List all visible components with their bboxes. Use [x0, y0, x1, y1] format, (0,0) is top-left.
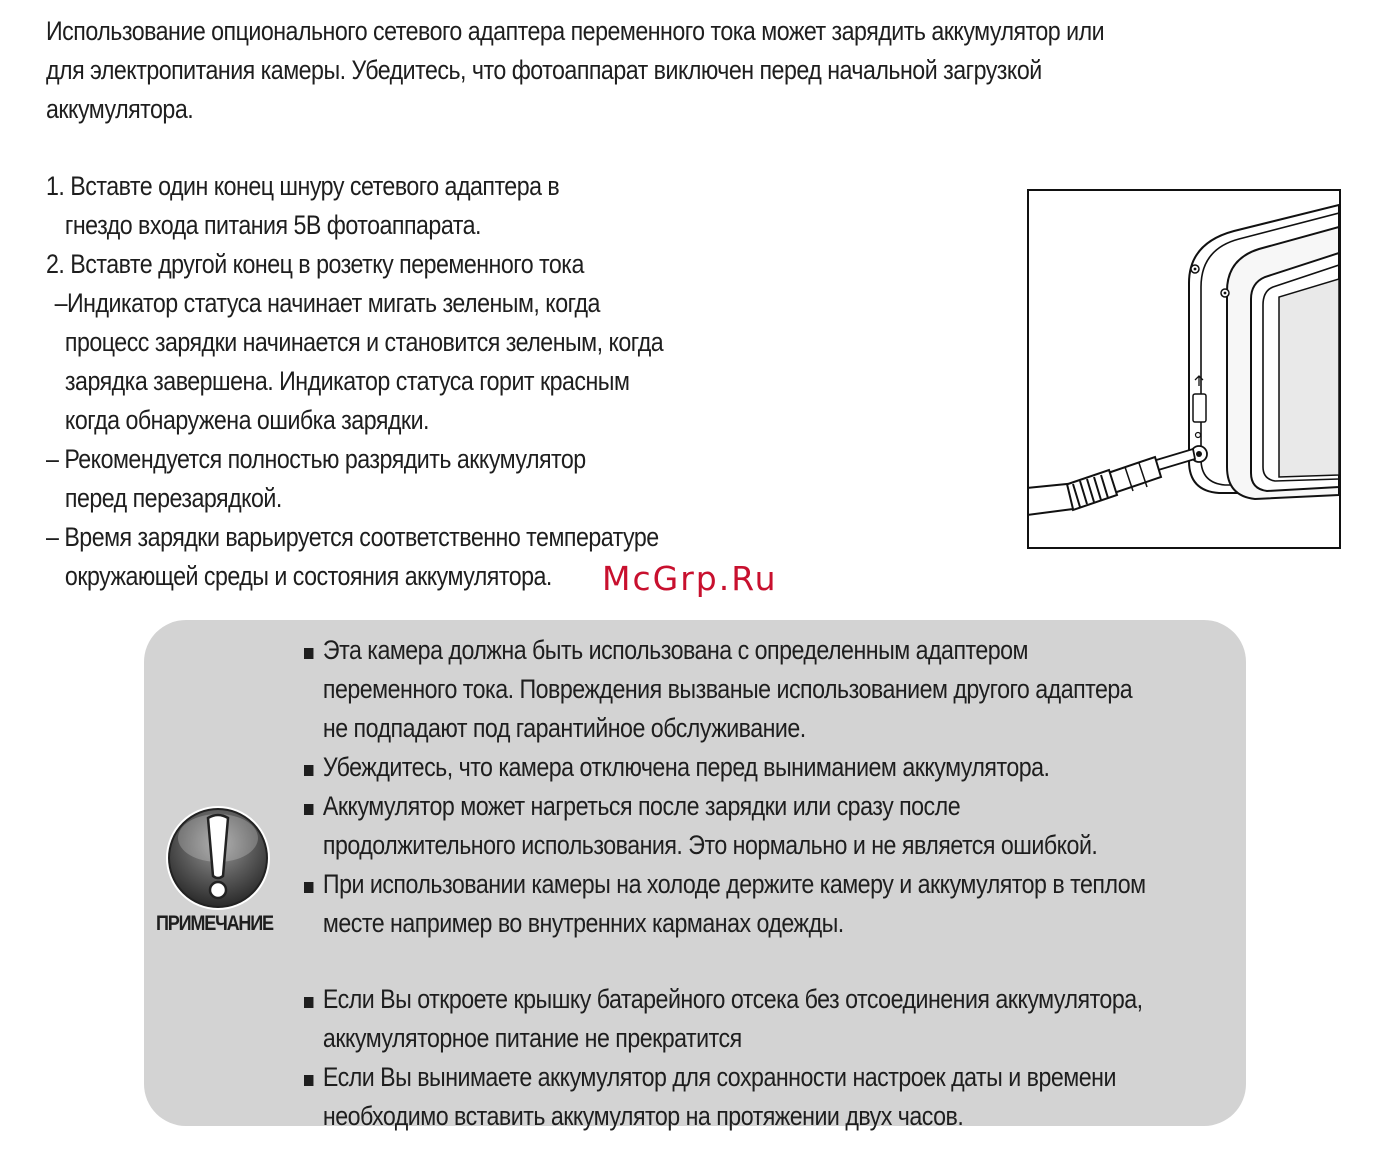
- note-item: [304, 865, 1146, 943]
- note-line: Эта камера должна быть использована с определенным адаптером: [322, 635, 1029, 665]
- bullet-icon: [304, 748, 313, 787]
- status-indicator-line: когда обнаружена ошибка зарядки.: [64, 405, 429, 435]
- note-label: ПРИМЕЧАНИЕ: [156, 912, 273, 935]
- bullet-icon: [304, 980, 313, 1019]
- status-indicator-line: –Индикатор статуса начинает мигать зеленым, когда: [54, 288, 600, 318]
- camera-with-plug-drawing: [1029, 191, 1339, 547]
- note-line: необходимо вставить аккумулятор на протяжении двух часов.: [322, 1101, 964, 1131]
- note-line: Если Вы вынимаете аккумулятор для сохранности настроек даты и времени: [322, 1062, 1116, 1092]
- charging-steps: [46, 167, 663, 596]
- note-list: [304, 631, 1146, 1136]
- note-spacer: [304, 943, 1146, 980]
- intro-line: Использование опционального сетевого адаптера переменного тока может зарядить аккумулятор или: [46, 16, 1105, 46]
- note-line: Убеждитесь, что камера отключена перед выниманием аккумулятора.: [322, 752, 1050, 782]
- bullet-icon: [304, 631, 313, 670]
- exclamation-icon: [164, 804, 272, 912]
- note-item: [304, 1058, 1146, 1136]
- note-line: Аккумулятор может нагреться после зарядки или сразу после: [322, 791, 961, 821]
- bullet-icon: [304, 787, 313, 826]
- status-indicator-line: зарядка завершена. Индикатор статуса горит красным: [64, 366, 630, 396]
- step-1-line: 1. Вставте один конец шнуру сетевого адаптера в: [46, 171, 560, 201]
- note-item: [304, 787, 1146, 865]
- bullet-icon: [304, 1058, 313, 1097]
- discharge-tip-line: перед перезарядкой.: [64, 483, 282, 513]
- note-line: При использовании камеры на холоде держите камеру и аккумулятор в теплом: [322, 869, 1146, 899]
- note-line: Если Вы откроете крышку батарейного отсека без отсоединения аккумулятора,: [322, 984, 1143, 1014]
- intro-line: для электропитания камеры. Убедитесь, что фотоаппарат виключен перед начальной загрузкой: [46, 55, 1042, 85]
- note-item: [304, 631, 1146, 748]
- intro-line: аккумулятора.: [46, 94, 194, 124]
- charge-time-line: окружающей среды и состояния аккумулятора.: [64, 561, 552, 591]
- step-1-line: гнездо входа питания 5В фотоаппарата.: [64, 210, 481, 240]
- note-line: аккумуляторное питание не прекратится: [322, 1023, 742, 1053]
- watermark-text: McGrp.Ru: [602, 559, 778, 598]
- camera-adapter-illustration: [1027, 189, 1341, 549]
- note-item: [304, 748, 1146, 787]
- note-line: месте например во внутренних карманах одежды.: [322, 908, 844, 938]
- note-line: переменного тока. Повреждения вызваные использованием другого адаптера: [322, 674, 1133, 704]
- discharge-tip-line: – Рекомендуется полностью разрядить аккумулятор: [46, 444, 586, 474]
- note-line: продолжительного использования. Это нормально и не является ошибкой.: [322, 830, 1098, 860]
- note-item: [304, 980, 1146, 1058]
- step-2-line: 2. Вставте другой конец в розетку переменного тока: [46, 249, 584, 279]
- status-indicator-line: процесс зарядки начинается и становится зеленым, когда: [64, 327, 664, 357]
- note-line: не подпадают под гарантийное обслуживание.: [322, 713, 806, 743]
- bullet-icon: [304, 865, 313, 904]
- intro-paragraph: [46, 12, 1104, 129]
- charge-time-line: – Время зарядки варьируется соответственно температуре: [46, 522, 659, 552]
